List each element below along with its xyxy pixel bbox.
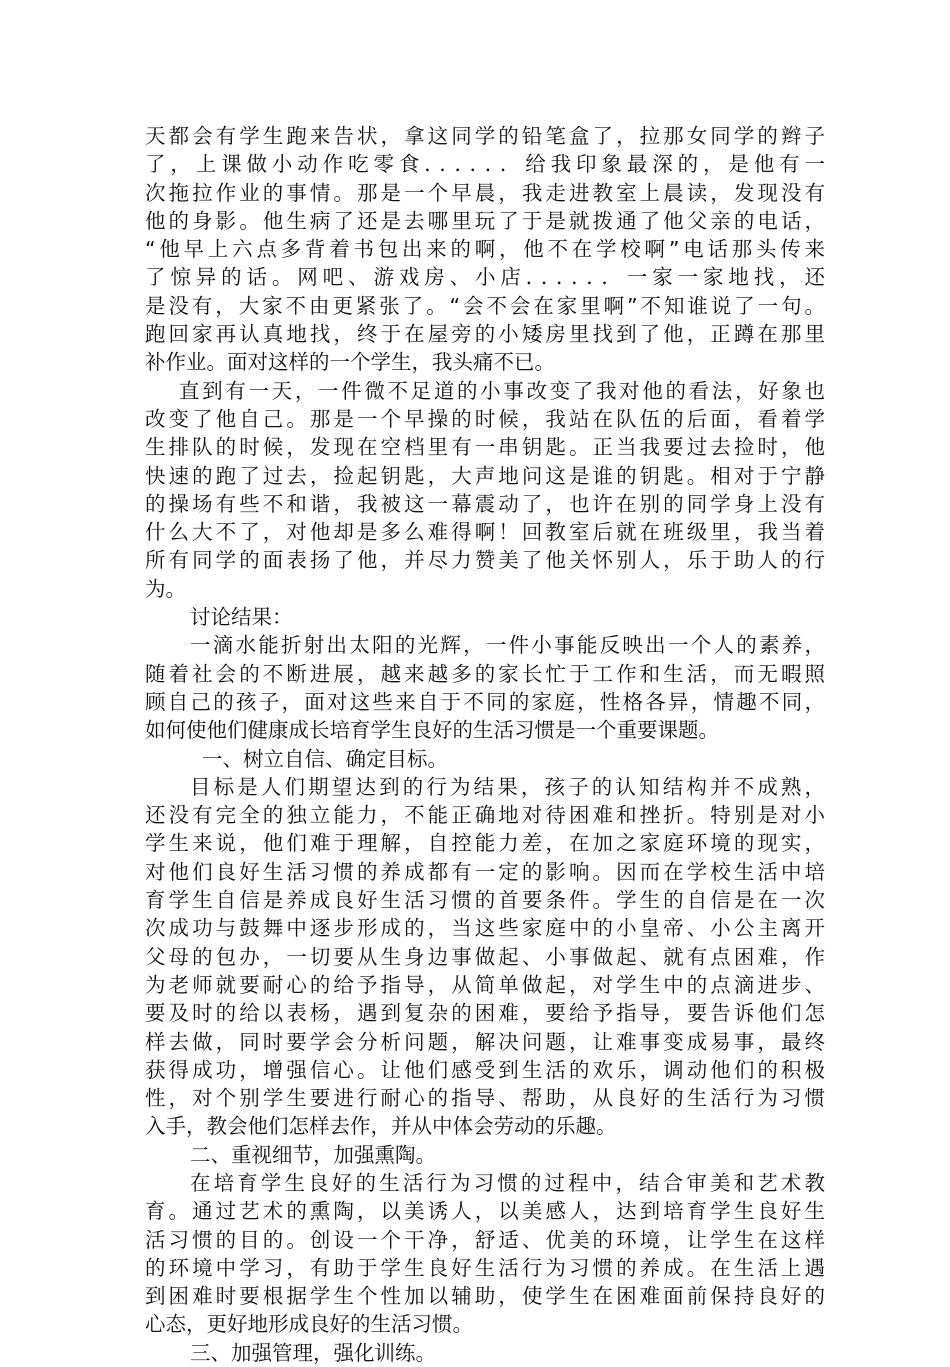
text-line: 性，对个别学生要进行耐心的指导、帮助，从良好的生活行为习惯 bbox=[145, 1086, 825, 1111]
text-line: 补作业。面对这样的一个学生，我头痛不已。 bbox=[145, 350, 555, 375]
text-line: 学生来说，他们难于理解，自控能力差，在加之家庭环境的现实， bbox=[145, 831, 825, 856]
text-line: 所有同学的面表扬了他，并尽力赞美了他关怀别人，乐于助人的行 bbox=[145, 548, 825, 573]
text-line: 他的身影。他生病了还是去哪里玩了于是就拨通了他父亲的电话， bbox=[145, 208, 825, 233]
text-line: 目标是人们期望达到的行为结果，孩子的认知结构并不成熟， bbox=[190, 774, 825, 799]
text-line: 活习惯的目的。创设一个干净，舒适、优美的环境，让学生在这样 bbox=[145, 1227, 825, 1252]
text-line: 什么大不了，对他却是多么难得啊！回教室后就在班级里，我当着 bbox=[145, 520, 825, 545]
text-line: 还没有完全的独立能力，不能正确地对待困难和挫折。特别是对小 bbox=[145, 803, 825, 828]
text-line: 的环境中学习，有助于学生良好生活行为习惯的养成。在生活上遇 bbox=[145, 1255, 825, 1280]
text-line: 在培育学生良好的生活行为习惯的过程中，结合审美和艺术教 bbox=[190, 1170, 825, 1195]
text-line: 要及时的给以表杨，遇到复杂的困难，要给予指导，要告诉他们怎 bbox=[145, 1001, 825, 1026]
text-line: 三、加强管理，强化训练。 bbox=[190, 1340, 436, 1365]
text-line: 的操场有些不和谐，我被这一幕震动了，也许在别的同学身上没有 bbox=[145, 491, 825, 516]
text-line: 对他们良好生活习惯的养成都有一定的影响。因而在学校生活中培 bbox=[145, 859, 825, 884]
text-line: 为。 bbox=[145, 576, 186, 601]
text-line: 心态，更好地形成良好的生活习惯。 bbox=[145, 1312, 473, 1337]
text-line: 入手，教会他们怎样去作，并从中体会劳动的乐趣。 bbox=[145, 1114, 617, 1139]
text-line: 二、重视细节，加强熏陶。 bbox=[190, 1142, 436, 1167]
text-line: 生排队的时候，发现在空档里有一串钥匙。正当我要过去捡时，他 bbox=[145, 435, 825, 460]
text-line: 直到有一天，一件微不足道的小事改变了我对他的看法，好象也 bbox=[179, 378, 825, 403]
text-line: 了，上课做小动作吃零食．．．．．．给我印象最深的，是他有一 bbox=[145, 152, 825, 177]
text-line: 了惊异的话。网吧、游戏房、小店．．．．．．一家一家地找，还 bbox=[145, 265, 825, 290]
document-body bbox=[145, 122, 825, 1367]
text-line: 获得成功，增强信心。让他们感受到生活的欢乐，调动他们的积极 bbox=[145, 1057, 825, 1082]
text-line: 天都会有学生跑来告状，拿这同学的铅笔盒了，拉那女同学的辫子 bbox=[145, 124, 825, 148]
text-line: 顾自己的孩子，面对这些来自于不同的家庭，性格各异，情趣不同， bbox=[145, 689, 825, 714]
text-line: 样去做，同时要学会分析问题，解决问题，让难事变成易事，最终 bbox=[145, 1029, 825, 1054]
text-line: 为老师就要耐心的给予指导，从简单做起，对学生中的点滴进步、 bbox=[145, 972, 825, 997]
text-line: 快速的跑了过去，捡起钥匙，大声地问这是谁的钥匙。相对于宁静 bbox=[145, 463, 825, 488]
text-line: 育。通过艺术的熏陶，以美诱人，以美感人，达到培育学生良好生 bbox=[145, 1199, 825, 1224]
text-line: 次成功与鼓舞中逐步形成的，当这些家庭中的小皇帝、小公主离开 bbox=[145, 916, 825, 941]
text-line: 讨论结果： bbox=[190, 605, 293, 630]
text-line: 一滴水能折射出太阳的光辉，一件小事能反映出一个人的素养， bbox=[190, 633, 825, 658]
text-line: 一、树立自信、确定目标。 bbox=[202, 746, 448, 771]
text-line: 改变了他自己。那是一个早操的时候，我站在队伍的后面，看着学 bbox=[145, 406, 825, 431]
text-line: 育学生自信是养成良好生活习惯的首要条件。学生的自信是在一次 bbox=[145, 888, 825, 913]
text-line: 次拖拉作业的事情。那是一个早晨，我走进教室上晨读，发现没有 bbox=[145, 180, 825, 205]
text-line: 随着社会的不断进展，越来越多的家长忙于工作和生活，而无暇照 bbox=[145, 661, 825, 686]
text-line: “他早上六点多背着书包出来的啊，他不在学校啊”电话那头传来 bbox=[145, 237, 825, 262]
text-line: 父母的包办，一切要从生身边事做起、小事做起、就有点困难，作 bbox=[145, 944, 825, 969]
text-line: 到困难时要根据学生个性加以辅助，使学生在困难面前保持良好的 bbox=[145, 1284, 825, 1309]
text-line: 是没有，大家不由更紧张了。“会不会在家里啊”不知谁说了一句。 bbox=[145, 293, 825, 318]
text-line: 如何使他们健康成长培育学生良好的生活习惯是一个重要课题。 bbox=[145, 718, 719, 743]
text-line: 跑回家再认真地找，终于在屋旁的小矮房里找到了他，正蹲在那里 bbox=[145, 322, 825, 347]
